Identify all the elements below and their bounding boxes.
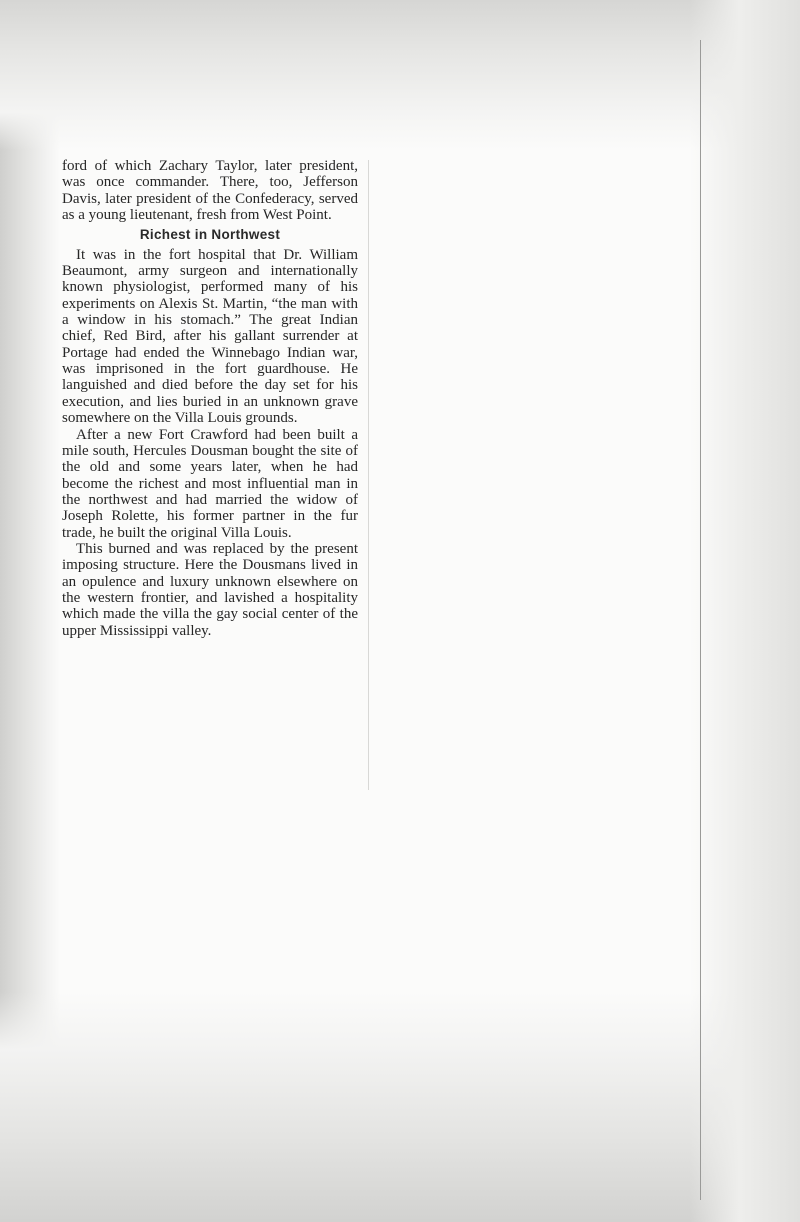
paragraph-beaumont: It was in the fort hospital that Dr. William Beaumont, army surgeon and internationally known physiologist, performed many of his experiments on Alexis St. Martin, “the man with a window in his stomach.” The great Indian chief, Red Bird, after his gallant surrender at Portage had ended the Winnebago Indian war, was imprisoned in the fort guardhouse. He languished and died before the day set for his execution, and lies buried in an unknown grave somewhere on the Villa Louis grounds. <box>62 246 358 427</box>
section-subheading: Richest in Northwest <box>139 227 281 243</box>
intro-paragraph: ford of which Zachary Taylor, later president, was once commander. There, too, Jefferson Davis, later president of the Confederacy, served as a young lieutenant, fresh from West Point. <box>62 158 358 224</box>
paragraph-dousman: After a new Fort Crawford had been built a mile south, Hercules Dousman bought the site of the old and some years later, when he had become the richest and most influential man in the northwest and had married the widow of Joseph Rolette, his former partner in the fur trade, he built the original Villa Louis. <box>62 426 358 541</box>
scan-edge-bottom <box>0 992 800 1222</box>
column-rule <box>368 160 369 790</box>
paragraph-villa: This burned and was replaced by the present imposing structure. Here the Dousmans lived in an opulence and luxury unknown elsewhere on the western frontier, and lavished a hospitality which made the villa the gay social center of the upper Mississippi valley. <box>62 540 358 639</box>
page-fold-line <box>700 40 701 1200</box>
scan-edge-right <box>690 0 800 1222</box>
article-column <box>62 158 358 639</box>
scan-edge-top <box>0 0 800 150</box>
